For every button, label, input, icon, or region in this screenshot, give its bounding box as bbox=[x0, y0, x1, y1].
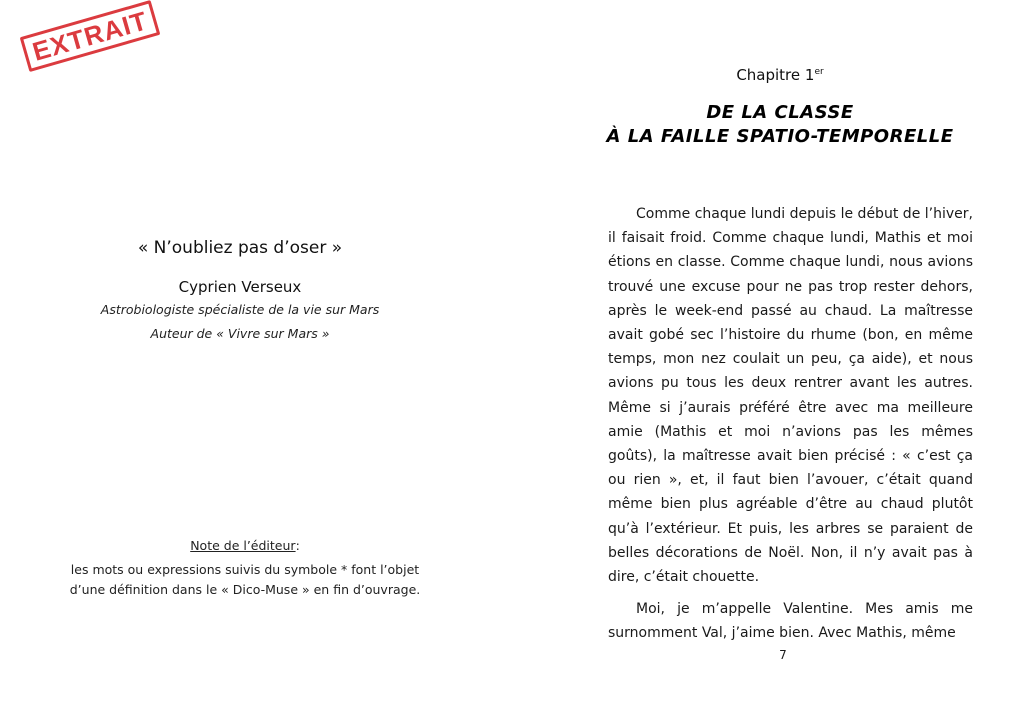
author-book: Auteur de « Vivre sur Mars » bbox=[150, 326, 330, 341]
epigraph-author: Cyprien Verseux bbox=[178, 278, 302, 296]
chapter-body bbox=[608, 202, 973, 646]
paragraph: Moi, je m’appelle Valentine. Mes amis me surnomment Val, j’aime bien. Avec Mathis, même bbox=[608, 601, 973, 642]
paragraph: Comme chaque lundi depuis le début de l’hiver, il faisait froid. Comme chaque lundi, Mathis et moi étions en classe. Comme chaque lundi, nous avions trouvé une excuse pour ne pas trop rester dehors, après le week-end passé au chaud. La maîtresse avait gobé sec l’histoire du rhume (bon, en même temps, mon nez coulait un peu, ça aide), et nous avions pu tous les deux rentrer avant les autres. Même si j’aurais préféré être avec ma meilleure amie (Mathis et moi n’avions pas les mêmes goûts), la maîtresse avait bien précisé : « c’est ça ou rien », et, il faut bien l’avouer, c’était quand même bien plus agréable d’être au chaud plutôt qu’à l’extérieur. Et puis, les arbres se paraient de belles décorations de Noël. Non, il n’y avait pas à dire, c’était chouette. bbox=[608, 206, 973, 586]
editor-note-title bbox=[0, 536, 490, 556]
chapter-title-line: À LA FAILLE SPATIO-TEMPORELLE bbox=[606, 126, 954, 147]
extrait-stamp: EXTRAIT bbox=[20, 0, 161, 72]
epigraph-quote: « N’oubliez pas d’oser » bbox=[137, 238, 343, 258]
chapter-text: Chapitre 1 bbox=[736, 66, 815, 84]
author-description: Astrobiologiste spécialiste de la vie sur Mars bbox=[100, 302, 380, 317]
page-number: 7 bbox=[779, 648, 787, 662]
editor-note-title-text: Note de l’éditeur bbox=[190, 538, 296, 553]
chapter-label bbox=[512, 66, 1024, 84]
chapter-ordinal: er bbox=[814, 67, 824, 77]
editor-note-colon: : bbox=[295, 538, 300, 553]
chapter-title-line: DE LA CLASSE bbox=[706, 102, 854, 123]
right-page bbox=[512, 0, 1024, 713]
editor-note-line: les mots ou expressions suivis du symbole * font l’objet bbox=[70, 562, 420, 577]
editor-note-line: d’une définition dans le « Dico-Muse » en fin d’ouvrage. bbox=[69, 582, 421, 597]
